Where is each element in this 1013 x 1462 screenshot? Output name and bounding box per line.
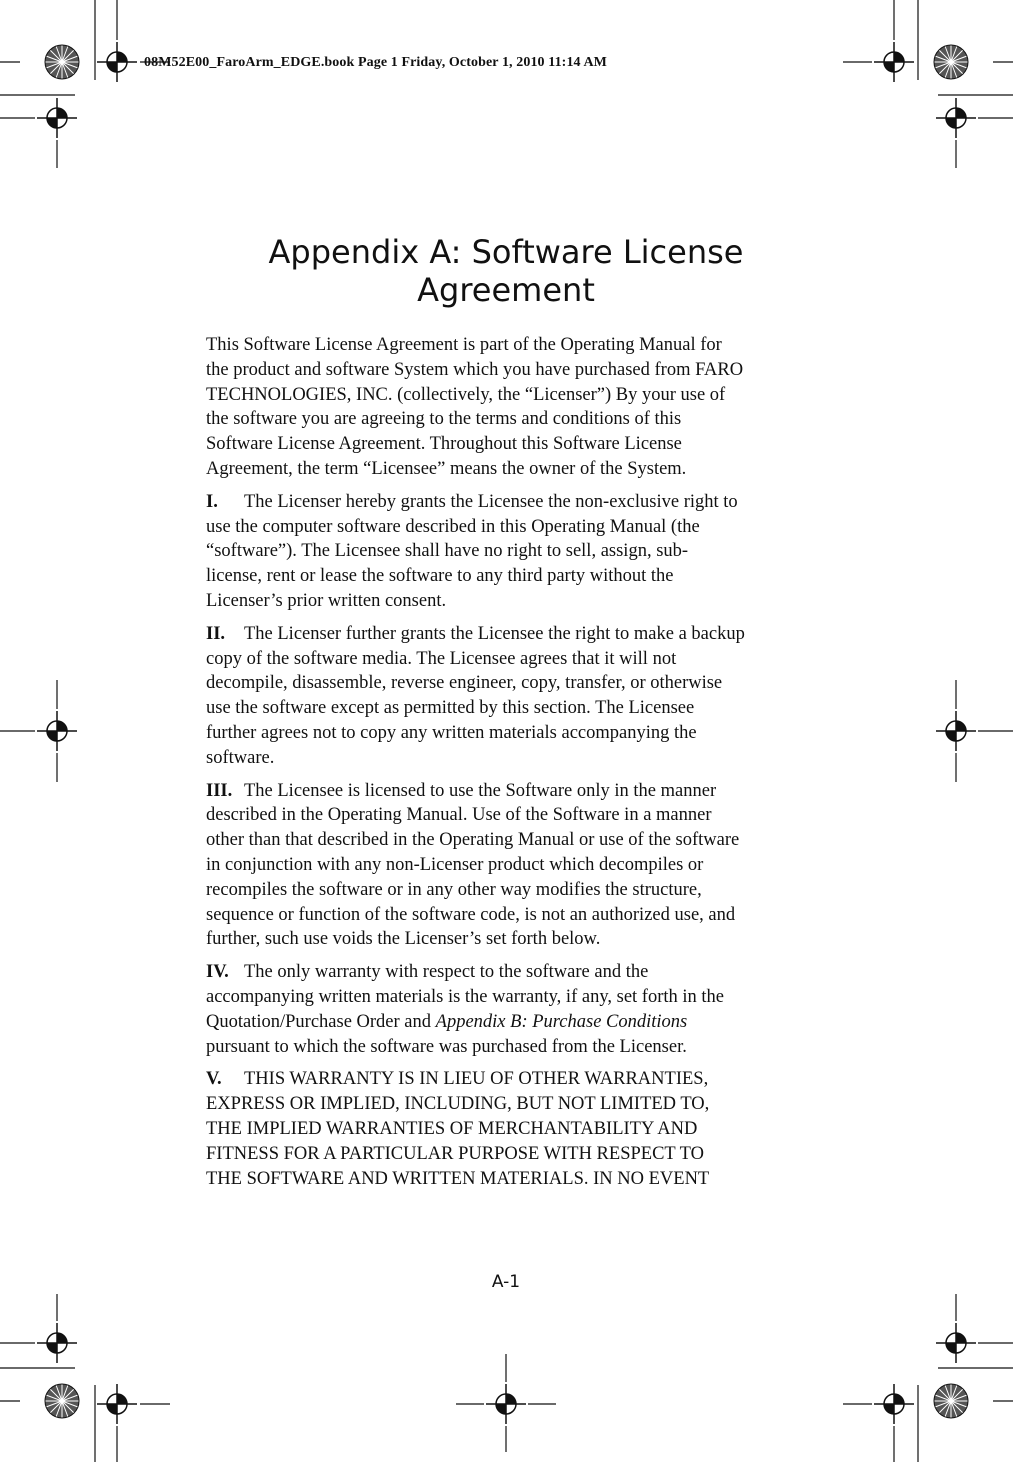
text-line: EXPRESS OR IMPLIED, INCLUDING, BUT NOT LIMITED TO, bbox=[206, 1094, 710, 1115]
print-slug: 08M52E00_FaroArm_EDGE.book Page 1 Friday, October 1, 2010 11:14 AM bbox=[144, 55, 608, 70]
page-title-line-1: Appendix A: Software License bbox=[268, 233, 744, 271]
text-line: FITNESS FOR A PARTICULAR PURPOSE WITH RESPECT TO bbox=[206, 1143, 705, 1164]
text-line: “software”). The Licensee shall have no right to sell, assign, sub- bbox=[206, 541, 689, 562]
intro-paragraph bbox=[206, 333, 806, 482]
text-line: the product and software System which you have purchased from FARO bbox=[206, 359, 744, 380]
text-line: Licenser’s prior written consent. bbox=[206, 590, 447, 611]
text-line: further, such use voids the Licenser’s set forth below. bbox=[206, 929, 601, 950]
section-numeral: V. bbox=[206, 1069, 222, 1090]
section-first-line bbox=[206, 1067, 806, 1092]
text-line: other than that described in the Operating Manual or use of the software bbox=[206, 830, 740, 851]
text-line: recompiles the software or in any other way modifies the structure, bbox=[206, 879, 702, 900]
text-line: pursuant to which the software was purchased from the Licenser. bbox=[206, 1036, 687, 1057]
text-line: decompile, disassemble, reverse engineer, copy, transfer, or otherwise bbox=[206, 673, 723, 694]
text-line: The Licenser further grants the Licensee the right to make a backup bbox=[244, 623, 745, 644]
section-ii bbox=[206, 622, 806, 771]
section-first-line bbox=[206, 960, 806, 985]
section-first-line bbox=[206, 490, 806, 515]
text-line: use the software except as permitted by this section. The Licensee bbox=[206, 698, 695, 719]
text-line: further agrees not to copy any written materials accompanying the bbox=[206, 722, 697, 743]
text-line: Agreement, the term “Licensee” means the owner of the System. bbox=[206, 458, 687, 479]
appendix-b-reference: Appendix B: Purchase Conditions bbox=[435, 1011, 688, 1032]
text-line: software. bbox=[206, 747, 275, 768]
text-line: use the computer software described in this Operating Manual (the bbox=[206, 516, 700, 537]
text-line: license, rent or lease the software to any third party without the bbox=[206, 566, 674, 587]
page-title-line-2: Agreement bbox=[417, 271, 595, 309]
text-line bbox=[206, 1010, 806, 1035]
text-line: sequence or function of the software code, is not an authorized use, and bbox=[206, 904, 736, 925]
section-numeral: II. bbox=[206, 623, 226, 644]
text-line: described in the Operating Manual. Use of the Software in a manner bbox=[206, 805, 712, 826]
text-line: Software License Agreement. Throughout this Software License bbox=[206, 434, 682, 455]
text-line: This Software License Agreement is part of the Operating Manual for bbox=[206, 335, 722, 355]
section-numeral: I. bbox=[206, 491, 218, 512]
text-line: The only warranty with respect to the software and the bbox=[244, 962, 649, 983]
page-title bbox=[160, 233, 852, 309]
agreement-body bbox=[206, 333, 806, 1199]
text-line: THE SOFTWARE AND WRITTEN MATERIALS. IN NO EVENT bbox=[206, 1168, 710, 1189]
section-first-line bbox=[206, 622, 806, 647]
text-line: in conjunction with any non-Licenser product which decompiles or bbox=[206, 854, 704, 875]
text-line: TECHNOLOGIES, INC. (collectively, the “Licenser”) By your use of bbox=[206, 384, 726, 405]
text-line: copy of the software media. The Licensee agrees that it will not bbox=[206, 648, 677, 669]
section-v bbox=[206, 1067, 806, 1191]
section-first-line bbox=[206, 779, 806, 804]
section-iv bbox=[206, 960, 806, 1059]
section-iii bbox=[206, 779, 806, 953]
section-numeral: III. bbox=[206, 780, 233, 801]
text-line: the software you are agreeing to the terms and conditions of this bbox=[206, 409, 682, 430]
text-line: The Licenser hereby grants the Licensee the non-exclusive right to bbox=[244, 491, 738, 512]
text-line: accompanying written materials is the warranty, if any, set forth in the bbox=[206, 986, 724, 1007]
text-line: The Licensee is licensed to use the Software only in the manner bbox=[244, 780, 717, 801]
text-fragment: Quotation/Purchase Order and bbox=[206, 1011, 436, 1032]
text-line: THE IMPLIED WARRANTIES OF MERCHANTABILITY AND bbox=[206, 1118, 698, 1139]
page-number: A-1 bbox=[491, 1272, 521, 1292]
text-line: THIS WARRANTY IS IN LIEU OF OTHER WARRANTIES, bbox=[244, 1069, 709, 1090]
section-i bbox=[206, 490, 806, 614]
section-numeral: IV. bbox=[206, 962, 229, 983]
